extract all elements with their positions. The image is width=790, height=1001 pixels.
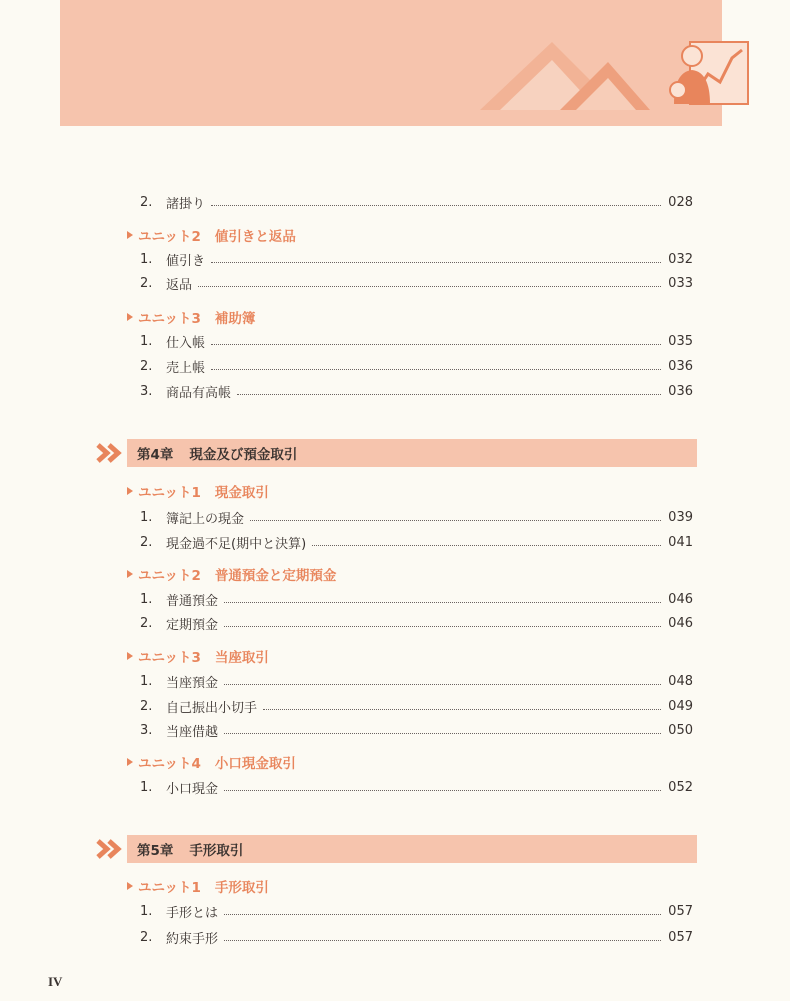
unit-heading[interactable] — [127, 875, 269, 897]
unit-label: ユニット4 — [138, 756, 201, 772]
unit-label: ユニット2 — [138, 229, 201, 245]
presenter-chart-icon — [670, 42, 748, 104]
leader-dots — [250, 520, 661, 521]
toc-entry[interactable] — [140, 380, 693, 402]
leader-dots — [211, 344, 661, 345]
header-band — [60, 0, 722, 126]
unit-title: 当座取引 — [214, 650, 269, 666]
chapter-label: 第5章 — [137, 843, 174, 859]
unit-heading[interactable] — [127, 306, 255, 328]
entry-page: 033 — [668, 275, 693, 291]
unit-title: 小口現金取引 — [214, 756, 296, 772]
entry-page: 048 — [668, 673, 693, 689]
entry-title: 売上帳 — [166, 360, 206, 376]
unit-label: ユニット3 — [138, 650, 201, 666]
triangle-bullet-icon — [127, 231, 133, 239]
toc-entry[interactable] — [140, 900, 693, 922]
page-number: IV — [48, 974, 63, 989]
entry-title: 仕入帳 — [166, 335, 206, 351]
header-illustration — [480, 22, 760, 117]
entry-number: 1. — [140, 591, 153, 607]
leader-dots — [224, 733, 661, 734]
leader-dots — [224, 602, 661, 603]
unit-heading[interactable] — [127, 563, 336, 585]
entry-title: 返品 — [166, 277, 193, 293]
triangle-bullet-icon — [127, 758, 133, 766]
entry-page: 035 — [668, 333, 693, 349]
entry-page: 041 — [668, 534, 693, 550]
chapter-label: 第4章 — [137, 447, 174, 463]
unit-heading[interactable] — [127, 751, 296, 773]
triangle-bullet-icon — [127, 487, 133, 495]
entry-page: 039 — [668, 509, 693, 525]
entry-number: 3. — [140, 722, 153, 738]
leader-dots — [211, 205, 661, 206]
entry-page: 046 — [668, 615, 693, 631]
entry-number: 2. — [140, 275, 153, 291]
leader-dots — [224, 940, 661, 941]
toc-entry[interactable] — [140, 670, 693, 692]
unit-label: ユニット1 — [138, 880, 201, 896]
entry-title: 諸掛り — [166, 196, 206, 212]
chapter-title: 現金及び預金取引 — [189, 447, 298, 463]
entry-title: 定期預金 — [166, 617, 219, 633]
toc-entry[interactable] — [140, 776, 693, 798]
unit-title: 普通預金と定期預金 — [214, 568, 337, 584]
entry-number: 1. — [140, 333, 153, 349]
toc-entry[interactable] — [140, 531, 693, 553]
entry-title: 値引き — [166, 253, 206, 269]
entry-page: 036 — [668, 358, 693, 374]
entry-title: 普通預金 — [166, 593, 219, 609]
unit-heading[interactable] — [127, 480, 269, 502]
toc-entry[interactable] — [140, 272, 693, 294]
entry-page: 036 — [668, 383, 693, 399]
leader-dots — [224, 914, 661, 915]
toc-entry[interactable] — [140, 719, 693, 741]
entry-title: 当座借越 — [166, 724, 219, 740]
chapter-title: 手形取引 — [189, 843, 244, 859]
entry-title: 手形とは — [166, 905, 219, 921]
leader-dots — [211, 262, 661, 263]
triangle-bullet-icon — [127, 570, 133, 578]
chapter-heading[interactable] — [127, 439, 697, 467]
leader-dots — [211, 369, 661, 370]
toc-entry[interactable] — [140, 926, 693, 948]
entry-number: 1. — [140, 673, 153, 689]
leader-dots — [237, 394, 661, 395]
unit-title: 手形取引 — [214, 880, 269, 896]
leader-dots — [224, 626, 661, 627]
chevron-double-icon — [96, 838, 126, 860]
entry-number: 2. — [140, 615, 153, 631]
entry-title: 自己振出小切手 — [166, 700, 258, 716]
entry-title: 商品有高帳 — [166, 385, 232, 401]
entry-title: 当座預金 — [166, 675, 219, 691]
mountains-icon — [480, 42, 650, 110]
entry-number: 1. — [140, 509, 153, 525]
toc-entry[interactable] — [140, 506, 693, 528]
entry-page: 052 — [668, 779, 693, 795]
entry-number: 1. — [140, 779, 153, 795]
toc-entry[interactable] — [140, 588, 693, 610]
entry-page: 057 — [668, 929, 693, 945]
leader-dots — [198, 286, 661, 287]
entry-title: 小口現金 — [166, 781, 219, 797]
unit-title: 現金取引 — [214, 485, 269, 501]
unit-title: 補助簿 — [214, 311, 256, 327]
entry-title: 約束手形 — [166, 931, 219, 947]
chevron-double-icon — [96, 442, 126, 464]
unit-label: ユニット1 — [138, 485, 201, 501]
entry-page: 050 — [668, 722, 693, 738]
toc-entry[interactable] — [140, 612, 693, 634]
toc-entry[interactable] — [140, 695, 693, 717]
entry-number: 1. — [140, 251, 153, 267]
entry-page: 046 — [668, 591, 693, 607]
unit-label: ユニット2 — [138, 568, 201, 584]
leader-dots — [263, 709, 661, 710]
entry-number: 1. — [140, 903, 153, 919]
leader-dots — [224, 684, 661, 685]
entry-number: 2. — [140, 358, 153, 374]
toc-entry[interactable] — [140, 248, 693, 270]
unit-heading[interactable] — [127, 224, 296, 246]
entry-title: 簿記上の現金 — [166, 511, 245, 527]
entry-page: 032 — [668, 251, 693, 267]
unit-heading[interactable] — [127, 645, 269, 667]
entry-page: 028 — [668, 194, 693, 210]
entry-number: 3. — [140, 383, 153, 399]
toc-entry[interactable] — [140, 330, 693, 352]
triangle-bullet-icon — [127, 652, 133, 660]
entry-number: 2. — [140, 194, 153, 210]
entry-title: 現金過不足(期中と決算) — [166, 536, 307, 552]
entry-number: 2. — [140, 534, 153, 550]
entry-number: 2. — [140, 698, 153, 714]
leader-dots — [312, 545, 661, 546]
chapter-heading[interactable] — [127, 835, 697, 863]
toc-entry[interactable] — [140, 355, 693, 377]
entry-page: 057 — [668, 903, 693, 919]
entry-number: 2. — [140, 929, 153, 945]
leader-dots — [224, 790, 661, 791]
triangle-bullet-icon — [127, 313, 133, 321]
toc-entry[interactable] — [140, 191, 693, 213]
triangle-bullet-icon — [127, 882, 133, 890]
unit-title: 値引きと返品 — [214, 229, 296, 245]
entry-page: 049 — [668, 698, 693, 714]
unit-label: ユニット3 — [138, 311, 201, 327]
